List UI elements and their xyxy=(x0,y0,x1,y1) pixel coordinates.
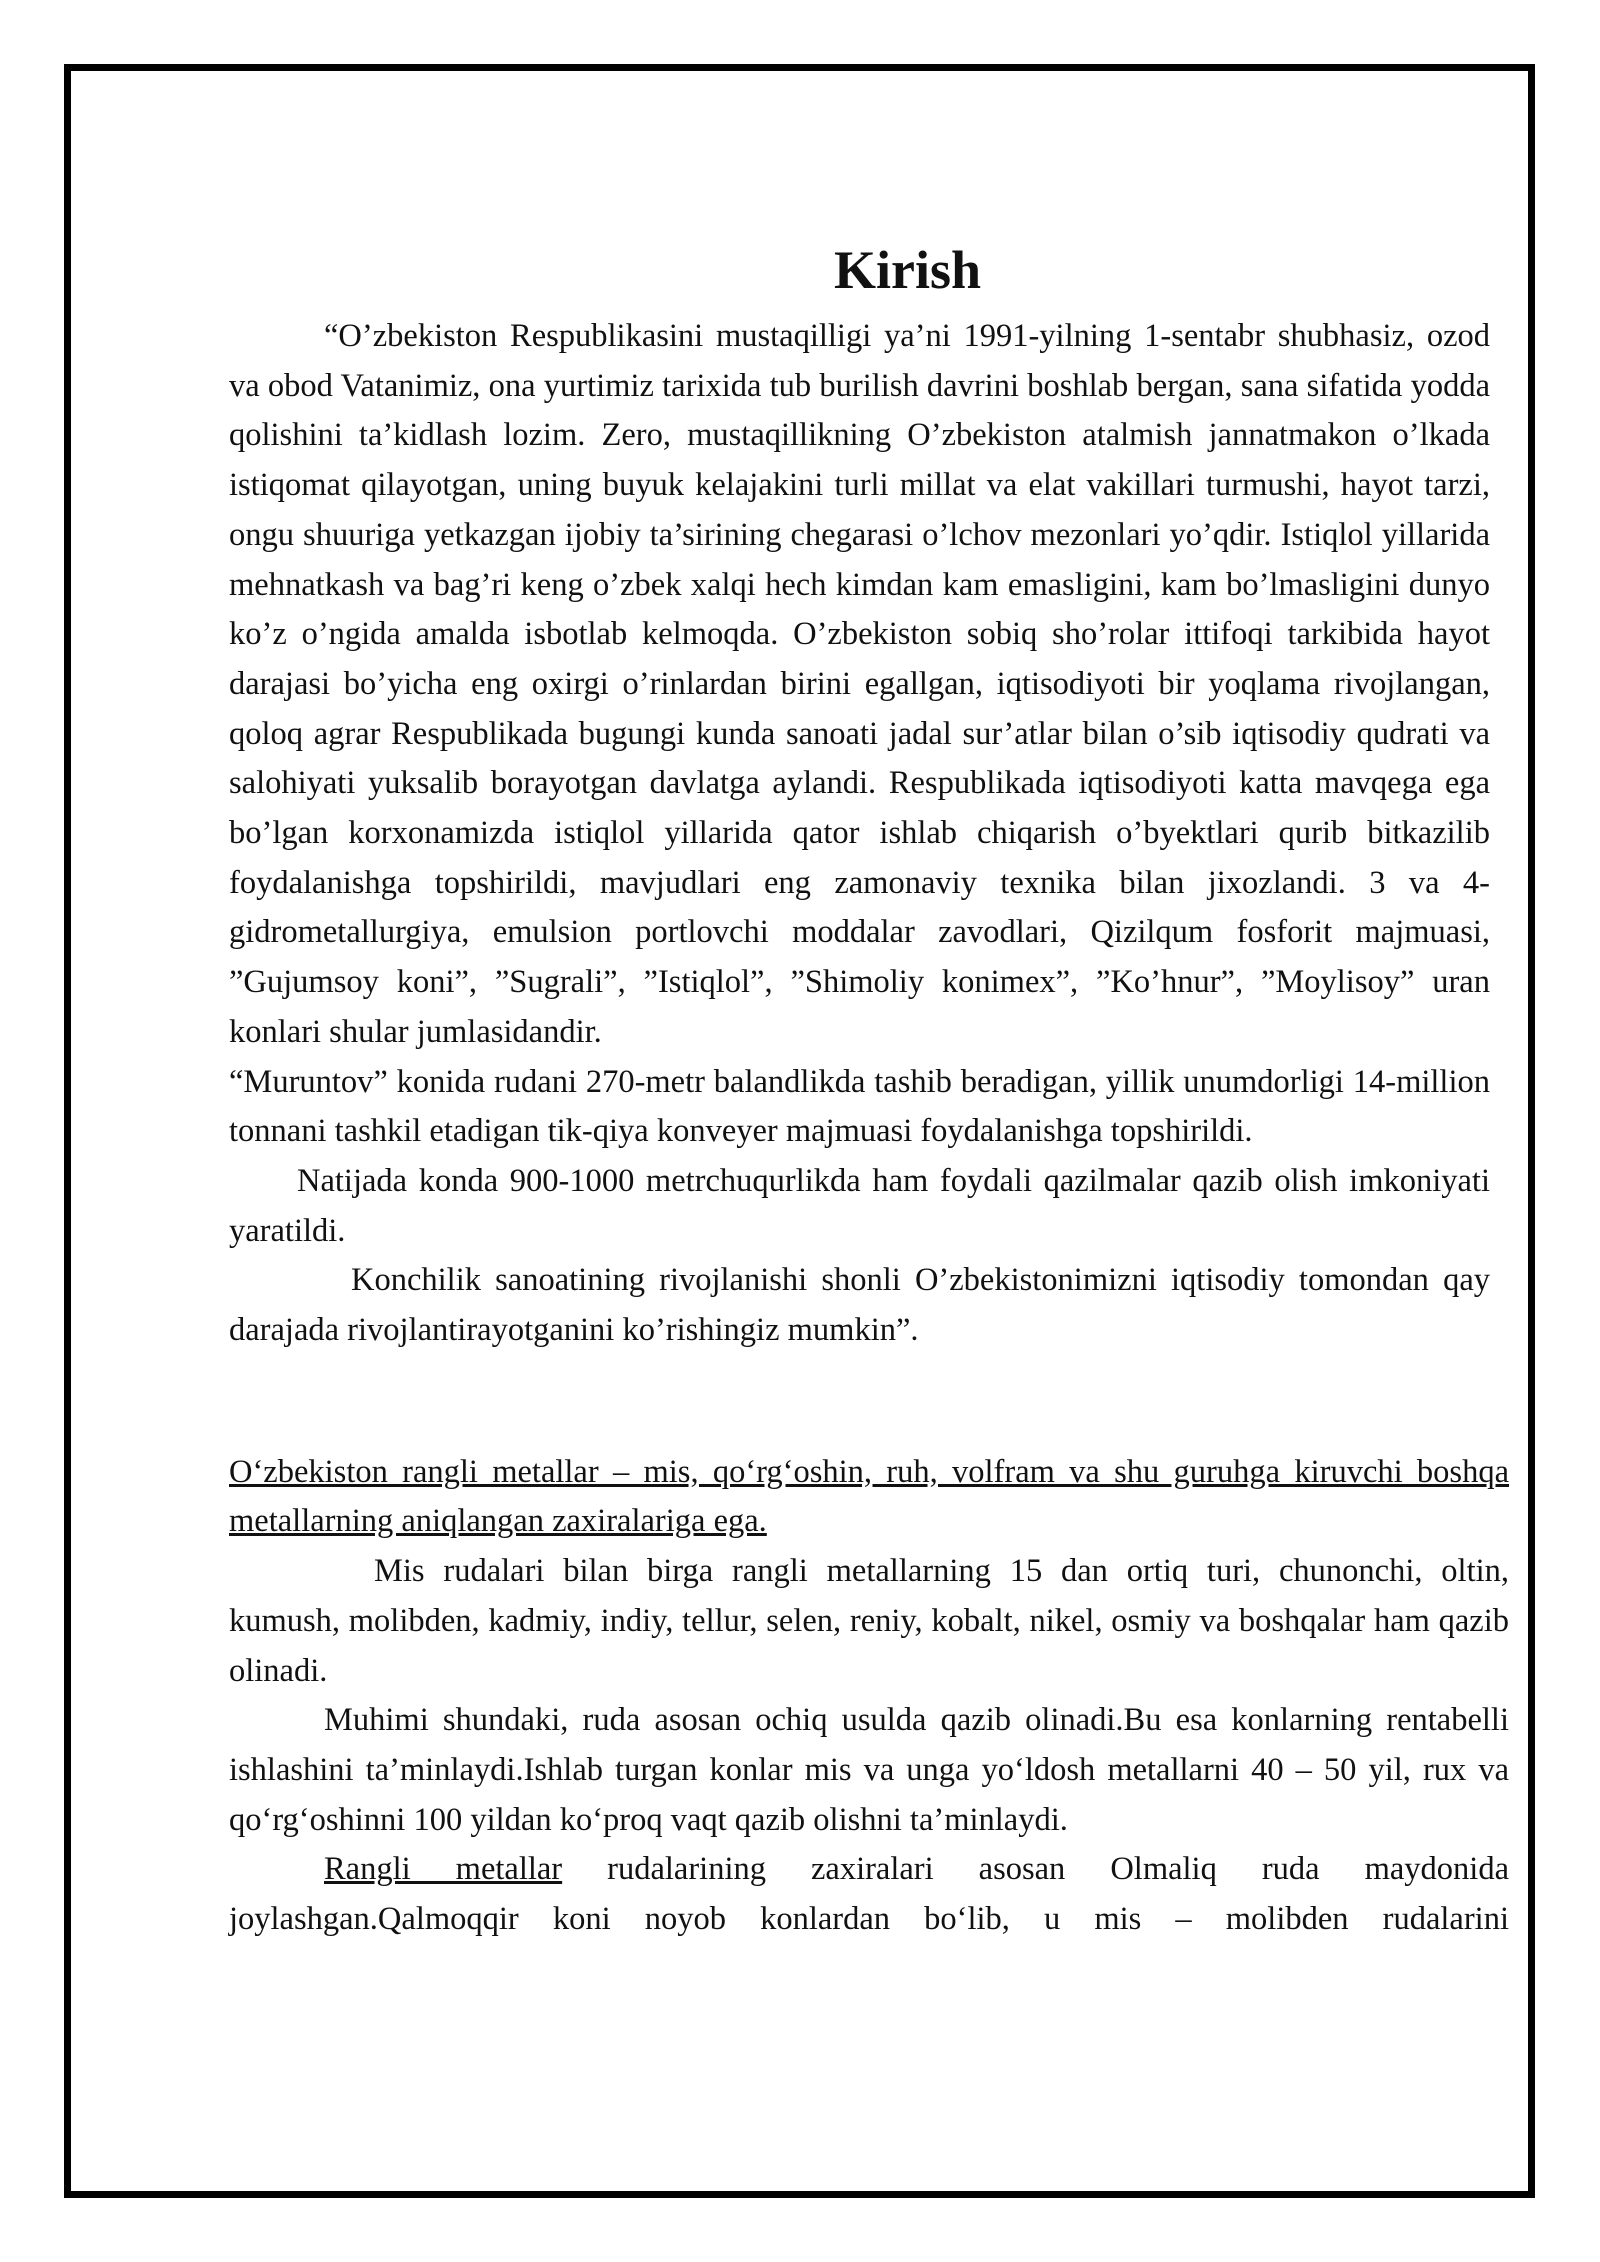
document-title: Kirish xyxy=(833,240,982,300)
section-gap xyxy=(229,1356,1490,1448)
section-heading: O‘zbekiston rangli metallar – mis, qo‘rg‘oshin, ruh, volfram va shu guruhga kiruvchi boshqa metallarning aniqlangan zaxiralariga ega. xyxy=(229,1453,1509,1540)
intro-paragraph-3: Natijada konda 900-1000 metrchuqurlikda ham foydali qazilmalar qazib olish imkoniyati yaratildi. xyxy=(229,1162,1490,1249)
section-paragraph-3-text: rudalarining zaxiralari asosan Olmaliq ruda maydonida joylashgan.Qalmoqqir koni noyob konlardan bo‘lib, u mis – molibden rudalarini xyxy=(229,1851,1509,1938)
section-paragraph-1: Mis rudalari bilan birga rangli metallarning 15 dan ortiq turi, chunonchi, oltin, kumush, molibden, kadmiy, indiy, tellur, selen, reniy, kobalt, nikel, osmiy va boshqalar ham qazib olinadi. xyxy=(229,1553,1509,1689)
underlined-term: Rangli metallar xyxy=(324,1851,563,1888)
section-paragraph-2: Muhimi shundaki, ruda asosan ochiq usulda qazib olinadi.Bu esa konlarning rentabelli ishlashini ta’minlaydi.Ishlab turgan konlar mis va unga yo‘ldosh metallarni 40 – 50 yil, rux va qo‘rg‘oshinni 100 yildan ko‘proq vaqt qazib olishni ta’minlaydi. xyxy=(229,1702,1509,1838)
intro-paragraph-4: Konchilik sanoatining rivojlanishi shonli O’zbekistonimizni iqtisodiy tomondan qay darajada rivojlantirayotganini ko’rishingiz mumkin”. xyxy=(229,1262,1490,1349)
section-paragraph-3 xyxy=(229,1845,1509,1944)
intro-paragraph-2: “Muruntov” konida rudani 270-metr balandlikda tashib beradigan, yillik unumdorligi 14-million tonnani tashkil etadigan tik-qiya konveyer majmuasi foydalanishga topshirildi. xyxy=(229,1063,1490,1150)
intro-paragraph-1: “O’zbekiston Respublikasini mustaqilligi ya’ni 1991-yilning 1-sentabr shubhasiz, ozod va obod Vatanimiz, ona yurtimiz tarixida tub burilish davrini boshlab bergan, sana sifatida yodda qolishini ta’kidlash lozim. Zero, mustaqillikning O’zbekiston atalmish jannatmakon o’lkada istiqomat qilayotgan, uning buyuk kelajakini turli millat va elat vakillari turmushi, hayot tarzi, ongu shuuriga yetkazgan ijobiy ta’sirining chegarasi o’lchov mezonlari yo’qdir. Istiqlol yillarida mehnatkash va bag’ri keng o’zbek xalqi hech kimdan kam emasligini, kam bo’lmasligini dunyo ko’z o’ngida amalda isbotlab kelmoqda. O’zbekiston sobiq sho’rolar ittifoqi tarkibida hayot darajasi bo’yicha eng oxirgi o’rinlardan birini egallgan, iqtisodiyoti bir yoqlama rivojlangan, qoloq agrar Respublikada bugungi kunda sanoati jadal sur’atlar bilan o’sib iqtisodiy qudrati va salohiyati yuksalib borayotgan davlatga aylandi. Respublikada iqtisodiyoti katta mavqega ega bo’lgan korxonamizda istiqlol yillarida qator ishlab chiqarish o’byektlari qurib bitkazilib foydalanishga topshirildi, mavjudlari eng zamonaviy texnika bilan jixozlandi. 3 va 4-gidrometallurgiya, emulsion portlovchi moddalar zavodlari, Qizilqum fosforit majmuasi, ”Gujumsoy koni”, ”Sugrali”, ”Istiqlol”, ”Shimoliy konimex”, ”Ko’hnur”, ”Moylisoy” uran konlari shular jumlasidandir. xyxy=(229,318,1490,1050)
document-body xyxy=(229,232,1509,1945)
